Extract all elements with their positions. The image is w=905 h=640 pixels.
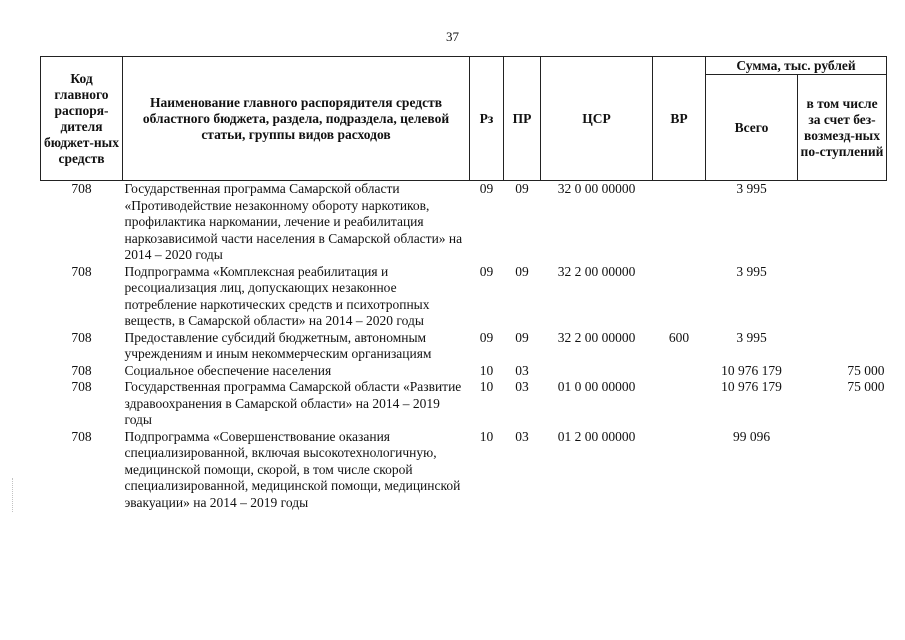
row-code: 708: [71, 428, 92, 444]
row-total: 3 995: [736, 329, 767, 345]
row-total: 99 096: [732, 428, 771, 444]
row-free-receipts: [798, 264, 887, 330]
row-csr: 01 0 00 00000: [557, 379, 636, 394]
row-pr: 09: [515, 329, 529, 345]
row-rz: 09: [479, 263, 494, 279]
header-free-receipts: в том числе за счет без-возмезд-ных по-ступлений: [798, 75, 887, 181]
table-row: [41, 264, 887, 330]
row-rz: 10: [479, 379, 494, 394]
header-name: Наименование главного распорядителя средств областного бюджета, раздела, подраздела, целевой статьи, группы видов расходов: [123, 57, 470, 181]
row-csr: 32 2 00 00000: [557, 263, 636, 279]
row-name: Социальное обеспечение населения: [124, 362, 332, 378]
table-row: [41, 330, 887, 363]
row-pr: 03: [515, 362, 529, 378]
row-vr: [653, 363, 706, 380]
row-rz: 10: [479, 428, 494, 444]
table-row: [41, 363, 887, 380]
row-code: 708: [71, 379, 92, 394]
row-pr: 09: [515, 181, 529, 196]
row-code: 708: [71, 329, 92, 345]
row-code: 708: [71, 362, 92, 378]
header-rz: Рз: [470, 57, 504, 181]
scan-artifact: [12, 478, 18, 512]
row-code: 708: [71, 181, 92, 196]
row-total: 10 976 179: [721, 379, 782, 394]
row-rz: 09: [479, 181, 494, 196]
row-csr: 01 2 00 00000: [557, 428, 636, 444]
row-free-receipts: 75 000: [847, 379, 885, 394]
table-row: [41, 429, 887, 512]
row-pr: 03: [515, 428, 529, 444]
row-vr: [653, 379, 706, 429]
row-name: Подпрограмма «Совершенствование оказания специализированной, включая высокотехнологичную, медицинской помощи, скорой, в том числе скорой специализированной, медицинской помощи, медицинской эвакуации» на 2014 – 2019 годы: [124, 428, 461, 510]
row-name: Предоставление субсидий бюджетным, автономным учреждениям и иным некоммерческим организациям: [124, 329, 432, 361]
row-pr: 03: [515, 379, 529, 394]
row-rz: 10: [479, 362, 494, 378]
row-total: 3 995: [736, 181, 767, 196]
header-code: Код главного распоря-дителя бюджет-ных средств: [41, 57, 123, 181]
header-pr: ПР: [504, 57, 541, 181]
row-rz: 09: [479, 329, 494, 345]
row-csr: [541, 363, 653, 380]
row-code: 708: [71, 263, 92, 279]
row-vr: [653, 429, 706, 512]
header-vr: ВР: [653, 57, 706, 181]
header-sum-group: Сумма, тыс. рублей: [706, 57, 887, 75]
table-row: [41, 181, 887, 264]
row-free-receipts: [798, 181, 887, 264]
row-vr: 600: [668, 329, 690, 345]
table-body: [41, 181, 887, 512]
row-name: Государственная программа Самарской области «Развитие здравоохранения в Самарской области» на 2014 – 2019 годы: [124, 379, 462, 427]
row-vr: [653, 181, 706, 264]
budget-table: [40, 56, 887, 511]
header-csr: ЦСР: [541, 57, 653, 181]
row-vr: [653, 264, 706, 330]
row-csr: 32 0 00 00000: [557, 181, 636, 196]
row-csr: 32 2 00 00000: [557, 329, 636, 345]
row-free-receipts: 75 000: [847, 362, 885, 378]
row-name: Подпрограмма «Комплексная реабилитация и ресоциализация лиц, допускающих незаконное потребление наркотических средств и психотропных веществ, в Самарской области» на 2014 – 2020 годы: [124, 263, 430, 328]
row-free-receipts: [798, 330, 887, 363]
page-number: 37: [446, 29, 459, 44]
row-total: 3 995: [736, 263, 767, 279]
row-total: 10 976 179: [721, 362, 782, 378]
table-header: [41, 57, 887, 181]
row-free-receipts: [798, 429, 887, 512]
row-pr: 09: [515, 263, 529, 279]
header-total: Всего: [706, 75, 798, 181]
table-row: [41, 379, 887, 429]
row-name: Государственная программа Самарской области «Противодействие незаконному обороту наркотиков, профилактика наркомании, лечение и реабилитация наркозависимой части населения в Самарской области» на 2014 – 2020 годы: [124, 181, 463, 262]
